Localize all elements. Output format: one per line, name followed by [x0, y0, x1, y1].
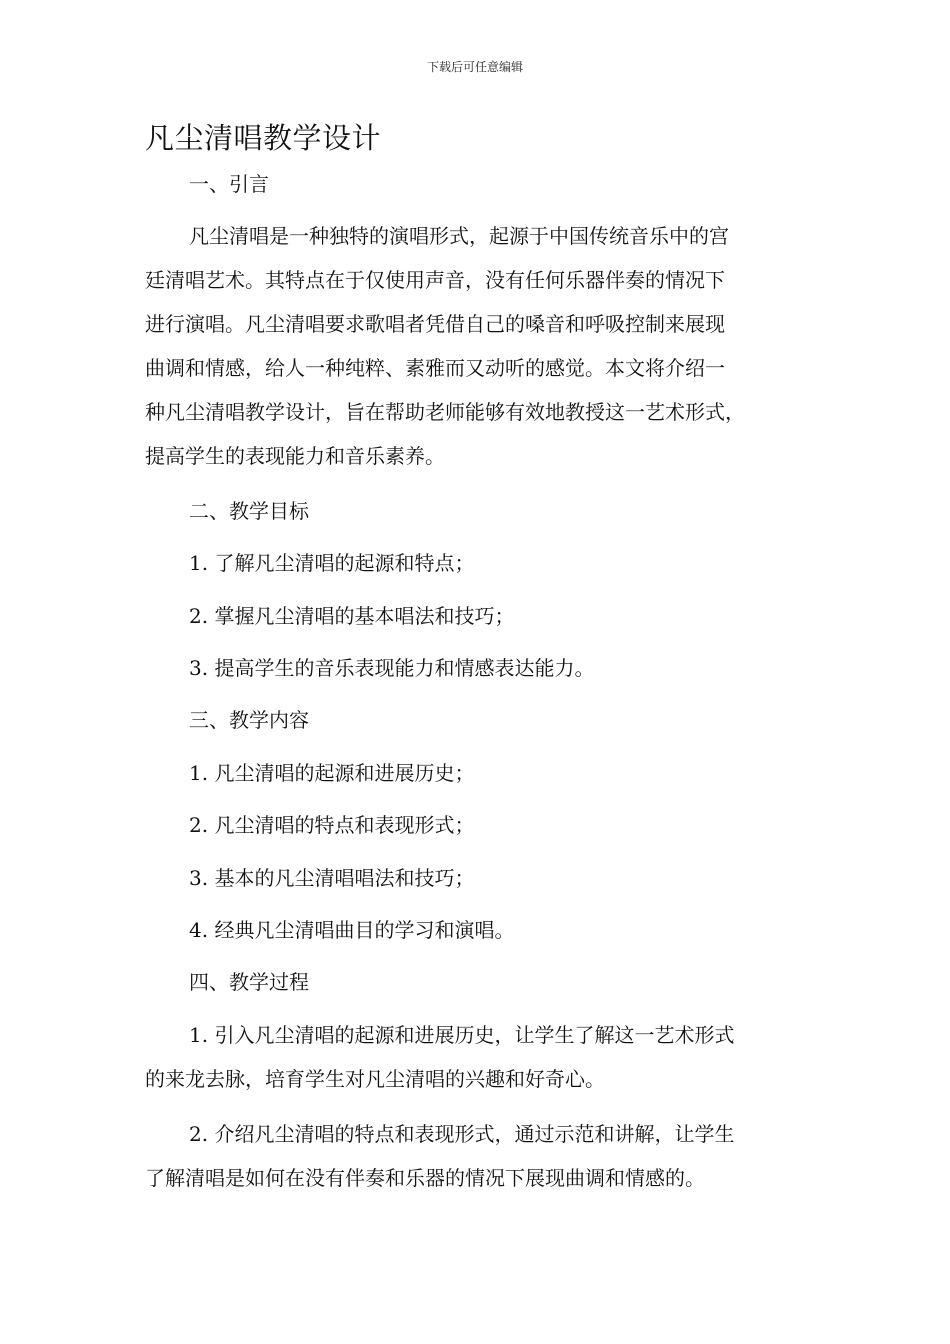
list-item: 1. 凡尘清唱的起源和进展历史；	[189, 761, 475, 785]
paragraph-line: 进行演唱。凡尘清唱要求歌唱者凭借自己的嗓音和呼吸控制来展现	[145, 312, 725, 336]
document-title: 凡尘清唱教学设计	[145, 121, 382, 155]
paragraph-line: 曲调和情感，给人一种纯粹、素雅而又动听的感觉。本文将介绍一	[145, 356, 725, 380]
list-item: 3. 提高学生的音乐表现能力和情感表达能力。	[189, 656, 595, 680]
list-item: 2. 掌握凡尘清唱的基本唱法和技巧；	[189, 604, 515, 628]
section-heading-process: 四、教学过程	[189, 970, 309, 994]
paragraph-line: 种凡尘清唱教学设计，旨在帮助老师能够有效地教授这一艺术形式，	[145, 400, 745, 424]
paragraph-line: 凡尘清唱是一种独特的演唱形式，起源于中国传统音乐中的宫	[189, 224, 729, 248]
list-item: 2. 凡尘清唱的特点和表现形式；	[189, 813, 475, 837]
section-heading-content: 三、教学内容	[189, 708, 309, 732]
paragraph-line: 的来龙去脉，培育学生对凡尘清唱的兴趣和好奇心。	[145, 1067, 605, 1091]
section-heading-objectives: 二、教学目标	[189, 499, 309, 523]
list-item: 1. 了解凡尘清唱的起源和特点；	[189, 551, 475, 575]
paragraph-line: 2. 介绍凡尘清唱的特点和表现形式，通过示范和讲解，让学生	[189, 1122, 735, 1146]
paragraph-line: 廷清唱艺术。其特点在于仅使用声音，没有任何乐器伴奏的情况下	[145, 268, 725, 292]
section-heading-introduction: 一、引言	[189, 172, 269, 196]
list-item: 4. 经典凡尘清唱曲目的学习和演唱。	[189, 918, 515, 942]
paragraph-line: 提高学生的表现能力和音乐素养。	[145, 444, 445, 468]
paragraph-line: 1. 引入凡尘清唱的起源和进展历史，让学生了解这一艺术形式	[189, 1023, 735, 1047]
paragraph-line: 了解清唱是如何在没有伴奏和乐器的情况下展现曲调和情感的。	[145, 1166, 705, 1190]
header-note: 下载后可任意编辑	[426, 60, 523, 74]
list-item: 3. 基本的凡尘清唱唱法和技巧；	[189, 866, 475, 890]
